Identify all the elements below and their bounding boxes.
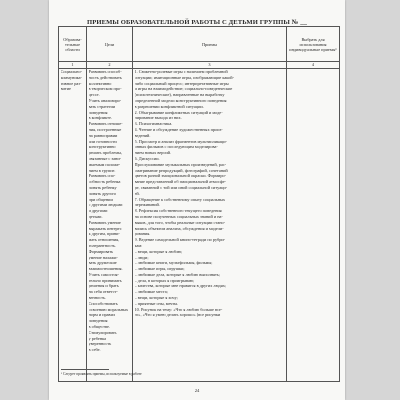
- page-number: 24: [194, 388, 200, 393]
- method-text-line: ситуации; имитационные игры, изображающие какой-: [134, 74, 235, 80]
- goal-text-line: детьми.: [88, 213, 103, 219]
- method-text-line: – люди;: [134, 254, 149, 260]
- goal-text-line: тельно принимать: [88, 277, 122, 283]
- goal-text-line: у ребенка: [88, 335, 107, 341]
- goal-text-line: Способствовать: [88, 300, 118, 306]
- goal-text-line: мыемым положе-: [88, 161, 121, 167]
- table-row: [59, 69, 340, 382]
- goal-text-line: освоению моральных: [88, 306, 129, 312]
- method-text-line: выков, для того, чтобы реальные ситуации стано-: [134, 219, 226, 225]
- method-text-line: – приятные сны, мечты.: [134, 300, 179, 306]
- methods-table: [58, 26, 340, 382]
- goal-text-line: толерантность.: [88, 242, 117, 248]
- goal-text-line: связанные с зани-: [88, 155, 122, 161]
- goals-cell: [87, 69, 133, 382]
- header-methods: Приемы: [133, 27, 287, 62]
- goal-text-line: уверенность: [88, 341, 112, 347]
- method-text-line: и игры на взаимодействие; социально-поведенческие: [134, 86, 233, 92]
- header-areas: Образова-тельные области: [59, 27, 87, 62]
- goal-text-line: мать отношения,: [88, 237, 120, 243]
- goal-text-line: венность.: [88, 295, 107, 301]
- document-page: [49, 0, 345, 400]
- method-text-line: – любимые книги, мультфильмы, фильмы;: [134, 260, 213, 266]
- area-cell: [59, 69, 87, 382]
- method-text-line: 10. Рисунок на тему: «Что я люблю больше все-: [134, 306, 223, 312]
- goal-text-line: нием в группе.: [88, 167, 116, 173]
- goal-text-line: умение налажи-: [88, 254, 118, 260]
- goal-text-line: вать стратегии: [88, 103, 116, 109]
- goal-text-line: Учить самостоя-: [88, 271, 119, 277]
- method-text-line: – вещи, которые я хочу;: [134, 295, 178, 301]
- goal-text-line: Формировать: [88, 248, 114, 254]
- column-number: 3: [133, 62, 287, 69]
- goal-text-line: взаимоотношения.: [88, 266, 123, 272]
- goal-text-line: на равноправии: [88, 132, 118, 138]
- goal-text-line: ния, построенные: [88, 126, 122, 132]
- goal-text-line: понять другого: [88, 190, 117, 196]
- method-text-line: 1. Сюжетно-ролевые игры с наличием проблемной: [134, 69, 228, 74]
- goal-text-line: в обществе.: [88, 324, 111, 330]
- header-selection: Выбрать для использования индивидуальные приемы¹: [287, 27, 340, 62]
- goal-text-line: понять ребенку: [88, 184, 117, 190]
- table-header-row: [59, 27, 340, 62]
- method-text-line: 4. Чтение и обсуждение художественных произ-: [134, 126, 223, 132]
- footnote: ¹ Следует проявлять приемы, используемые в работе: [61, 372, 142, 376]
- method-text-line: – любимые игры, игрушки;: [134, 266, 185, 272]
- goal-text-line: на себя ответст-: [88, 289, 118, 295]
- method-text-line: 7. Обращение к собственному опыту социальных: [134, 196, 226, 202]
- goal-text-line: собность ребенка: [88, 179, 121, 185]
- area-text-line: коммуника-: [60, 74, 82, 80]
- area-text-line: Социально-: [60, 69, 83, 74]
- method-text-line: ре, связанной с той или иной социальной ситуаци-: [134, 184, 228, 190]
- method-text-line: либо социальный процесс; интерпретативные игры: [134, 80, 229, 86]
- column-number: 2: [87, 62, 133, 69]
- goal-text-line: к другим, прини-: [88, 231, 120, 237]
- method-text-line: ей.: [134, 190, 140, 196]
- area-text-line: тивное раз-: [60, 80, 82, 86]
- goal-text-line: норм и правил: [88, 312, 116, 318]
- method-text-line: – качества, которые мне нравятся в других людях;: [134, 283, 227, 289]
- goal-text-line: цессе.: [88, 92, 100, 98]
- footnote-divider: [61, 369, 109, 370]
- method-text-line: кам:: [134, 242, 143, 248]
- goal-text-line: решения и брать: [88, 283, 119, 289]
- method-text-line: на основе полученных социальных знаний и на-: [134, 213, 223, 219]
- methods-cell: [133, 69, 287, 382]
- method-text-line: онных фильмов с последующим моделирова-: [134, 144, 218, 150]
- method-text-line: – вещи, которые я люблю;: [134, 248, 183, 254]
- goal-text-line: Развивать отноше-: [88, 121, 123, 127]
- method-text-line: вились объектом анализа, обсуждения и модели-: [134, 225, 224, 231]
- page-title: ПРИЕМЫ ОБРАЗОВАТЕЛЬНОЙ РАБОТЫ С ДЕТЬМИ ГРУППЫ № __: [87, 19, 307, 26]
- column-number: 4: [287, 62, 340, 69]
- goal-text-line: в творческом про-: [88, 86, 122, 92]
- method-text-line: – дела, в которых я проигрываю;: [134, 277, 195, 283]
- method-text-line: го», «Что я умею делать хорошо» (все рисунки: [134, 312, 221, 318]
- goal-text-line: вать дружеские: [88, 260, 117, 266]
- method-text-line: переживаний.: [134, 202, 160, 208]
- goal-text-line: или готовности: [88, 138, 117, 144]
- method-text-line: 5. Просмотр и анализ фрагментов мультипликаци-: [134, 138, 227, 144]
- method-text-line: в разрешении конфликтной ситуации.: [134, 103, 204, 109]
- goal-text-line: Развивать спо-: [88, 173, 116, 179]
- goal-text-line: в себе.: [88, 347, 101, 353]
- goal-text-line: с другими людьми: [88, 202, 123, 208]
- goal-text-line: коллективно: [88, 80, 112, 86]
- method-text-line: – любимые дела, которые я люблю выполнять;: [134, 271, 221, 277]
- method-text-line: 9. Ведение самодельной книги-тетради по рубри-: [134, 237, 226, 243]
- header-goals: Цели: [87, 27, 133, 62]
- method-text-line: сматривание репродукций, фотографий, сочетаний: [134, 167, 228, 173]
- column-number-row: [59, 62, 340, 69]
- goal-text-line: Развивать способ-: [88, 69, 122, 74]
- goal-text-line: и другими: [88, 208, 108, 214]
- selection-cell[interactable]: [287, 69, 340, 382]
- method-text-line: – любимые места;: [134, 289, 168, 295]
- method-text-line: 8. Рефлексия собственного текущего поведения: [134, 208, 222, 214]
- goal-text-line: Учить анализиро-: [88, 97, 122, 103]
- method-text-line: ведений.: [134, 132, 151, 138]
- method-text-line: 2. Обыгрывание конфликтных ситуаций и моде-: [134, 109, 223, 115]
- method-text-line: цветов разной эмоциональной окраски. Формиро-: [134, 173, 227, 179]
- method-text-line: 3. Психогимнастика.: [134, 121, 173, 127]
- goal-text-line: поведения: [88, 318, 108, 324]
- goal-text-line: в конфликте.: [88, 115, 112, 121]
- goal-text-line: Развивать умение: [88, 219, 121, 225]
- method-text-line: вание представлений об эмоциональной атмосфе-: [134, 179, 226, 185]
- goal-text-line: решать проблемы,: [88, 150, 122, 156]
- method-text-line: Прослушивание музыкальных произведений, рас-: [134, 161, 227, 167]
- goal-text-line: ность действовать: [88, 74, 122, 80]
- method-text-line: лирование выхода из них.: [134, 115, 182, 121]
- method-text-line: нием новых версий.: [134, 150, 172, 156]
- goal-text-line: конструктивно: [88, 144, 116, 150]
- area-text-line: витие: [60, 86, 71, 92]
- method-text-line: (психотехнические), направленные на выработку: [134, 92, 225, 98]
- goal-text-line: выражать интерес: [88, 225, 122, 231]
- method-text-line: определенной модели конструктивного поведения: [134, 97, 227, 103]
- goal-text-line: при общении: [88, 196, 113, 202]
- goal-text-line: Стимулировать: [88, 329, 117, 335]
- column-number: 1: [59, 62, 87, 69]
- method-text-line: рования.: [134, 231, 151, 237]
- method-text-line: 6. Дискуссии.: [134, 155, 160, 161]
- goal-text-line: поведения: [88, 109, 108, 115]
